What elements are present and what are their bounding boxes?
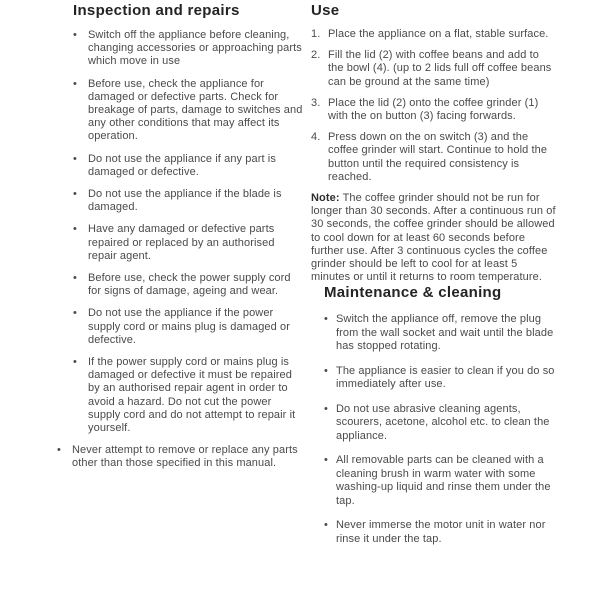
step-number: 4. [311, 131, 321, 144]
bullet-marker: • [57, 444, 61, 457]
bullet-marker: • [73, 152, 77, 165]
step-text: Place the appliance on a flat, stable surface. [328, 28, 549, 40]
step-item [311, 28, 557, 41]
bullet-item [324, 365, 557, 392]
bullet-text: Before use, check the power supply cord for signs of damage, ageing and wear. [88, 272, 291, 298]
heading-inspection-and-repairs: Inspection and repairs [73, 2, 240, 19]
note-text: The coffee grinder should not be run for longer than 30 seconds. After a continuous run of 30 seconds, the coffee grinder should be allowed to cool down for at least 60 seconds before further use. After 3 continuous cycles the coffee grinder should be left to cool for at least 5 minutes or until it returns to room temperature. [311, 192, 556, 284]
bullet-item [324, 403, 557, 444]
bullet-marker: • [324, 454, 328, 467]
step-item [311, 97, 557, 123]
bullet-item [73, 272, 304, 298]
bullet-text: The appliance is easier to clean if you do so immediately after use. [336, 364, 555, 391]
bullet-text: Before use, check the appliance for damaged or defective parts. Check for breakage of parts, damage to switches and any other conditions that may affect its operation. [88, 77, 303, 143]
bullet-text: Never attempt to remove or replace any parts other than those specified in this manual. [72, 444, 298, 470]
bullet-marker: • [73, 356, 77, 369]
column-use-and-maintenance [311, 2, 557, 546]
heading-use: Use [311, 2, 340, 19]
bullet-item [324, 519, 557, 546]
use-steps-list [311, 28, 557, 184]
bullet-item [324, 313, 557, 354]
bullet-item [57, 444, 304, 470]
bullet-item [73, 188, 304, 214]
bullet-text: Do not use the appliance if the power supply cord or mains plug is damaged or defective. [88, 307, 291, 346]
maintenance-bullet-list [324, 313, 557, 546]
bullet-text: Do not use the appliance if the blade is damaged. [88, 188, 282, 214]
step-number: 1. [311, 28, 321, 40]
bullet-text: Switch the appliance off, remove the plug from the wall socket and wait until the blade has stopped rotating. [336, 313, 554, 353]
heading-maintenance-and-cleaning: Maintenance & cleaning [324, 284, 502, 302]
bullet-text: All removable parts can be cleaned with a cleaning brush in warm water with some washing-up liquid and rinse them under the tap. [336, 454, 551, 507]
bullet-item [73, 78, 304, 144]
bullet-item [73, 223, 304, 263]
column-inspection-and-repairs [57, 2, 304, 471]
bullet-item [73, 29, 304, 69]
bullet-item [73, 307, 304, 347]
step-item [311, 131, 557, 184]
maintenance-section [324, 284, 557, 546]
bullet-text: Have any damaged or defective parts repaired or replaced by an authorised repair agent. [88, 223, 275, 262]
bullet-marker: • [324, 364, 328, 377]
bullet-marker: • [324, 402, 328, 415]
bullet-marker: • [324, 313, 328, 326]
bullet-item [324, 454, 557, 508]
bullet-item [73, 153, 304, 179]
bullet-marker: • [73, 307, 77, 320]
step-number: 3. [311, 96, 321, 109]
bullet-text: If the power supply cord or mains plug is damaged or defective it must be repaired by an authorised repair agent in order to avoid a hazard. Do not cut the power supply cord and do not attempt to repair it yourself. [88, 356, 296, 435]
bullet-marker: • [73, 77, 77, 90]
step-text: Fill the lid (2) with coffee beans and add to the bowl (4). (up to 2 lids full off coffee beans can be ground at the same time) [328, 49, 552, 88]
inspection-bullet-list [57, 29, 304, 471]
bullet-marker: • [73, 223, 77, 236]
step-item [311, 49, 557, 89]
bullet-marker: • [73, 272, 77, 285]
bullet-marker: • [73, 29, 77, 41]
bullet-marker: • [73, 188, 77, 201]
step-number: 2. [311, 49, 321, 62]
bullet-item [73, 356, 304, 435]
bullet-text: Never immerse the motor unit in water nor rinse it under the tap. [336, 519, 546, 545]
bullet-marker: • [324, 519, 328, 532]
note-label: Note: [311, 192, 340, 205]
step-text: Press down on the on switch (3) and the coffee grinder will start. Continue to hold the button until the required consistency is reached. [328, 131, 548, 183]
bullet-text: Do not use abrasive cleaning agents, scourers, acetone, alcohol etc. to clean the appliance. [336, 402, 550, 442]
bullet-text: Switch off the appliance before cleaning, changing accessories or approaching parts which move in use [88, 29, 302, 68]
bullet-text: Do not use the appliance if any part is damaged or defective. [88, 152, 276, 178]
usage-note [311, 192, 557, 284]
step-text: Place the lid (2) onto the coffee grinder (1) with the on button (3) facing forwards. [328, 96, 539, 123]
